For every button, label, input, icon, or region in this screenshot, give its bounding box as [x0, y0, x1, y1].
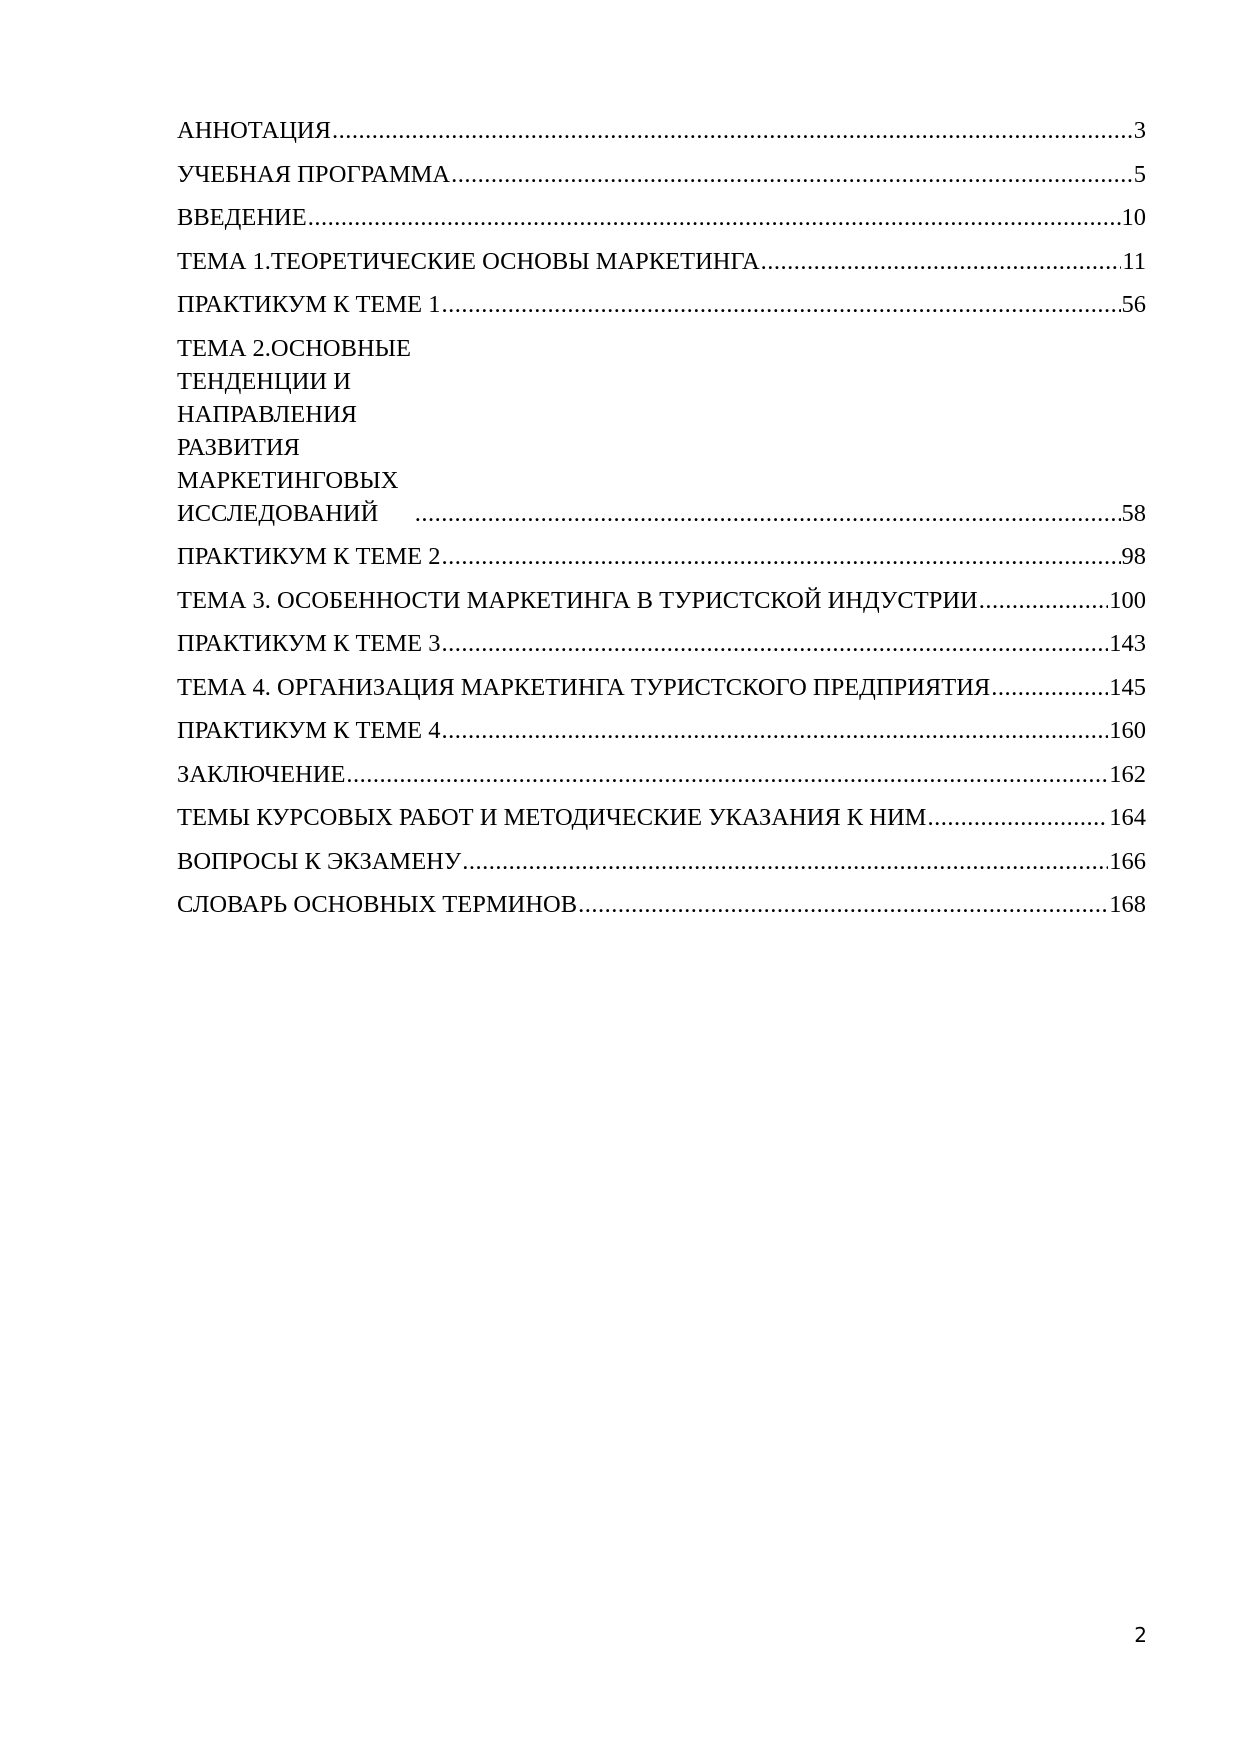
toc-entry-page: 166	[1109, 847, 1146, 875]
page-number: 2	[1134, 1623, 1147, 1647]
toc-leader-dots	[442, 714, 1109, 747]
toc-entry-topic-4[interactable]	[177, 671, 1146, 704]
toc-entry-practicum-4[interactable]	[177, 714, 1146, 747]
toc-entry-page: 5	[1133, 160, 1146, 188]
toc-entry-page: 168	[1109, 891, 1146, 918]
toc-entry-title: ТЕМА 4. ОРГАНИЗАЦИЯ МАРКЕТИНГА ТУРИСТСКОГО ПРЕДПРИЯТИЯ	[177, 673, 991, 701]
toc-entry-title: ВОПРОСЫ К ЭКЗАМЕНУ	[177, 847, 462, 875]
toc-entry-coursework-topics[interactable]	[177, 801, 1146, 834]
toc-leader-dots	[578, 888, 1108, 921]
toc-entry-page: 143	[1109, 630, 1146, 657]
toc-entry-title: ВВЕДЕНИЕ	[177, 204, 307, 231]
toc-entry-conclusion[interactable]	[177, 758, 1146, 791]
toc-entry-title: ЗАКЛЮЧЕНИЕ	[177, 760, 346, 788]
toc-leader-dots	[332, 114, 1133, 147]
toc-entry-title-line-1: ТЕМА 2.ОСНОВНЫЕ ТЕНДЕНЦИИ И НАПРАВЛЕНИЯ РАЗВИТИЯ	[177, 334, 411, 461]
toc-entry-page: 11	[1122, 247, 1146, 275]
toc-entry-title-line-2: МАРКЕТИНГОВЫХ ИССЛЕДОВАНИЙ	[177, 466, 399, 527]
toc-entry-page: 164	[1109, 804, 1146, 831]
toc-leader-dots	[979, 584, 1109, 617]
toc-entry-practicum-2[interactable]	[177, 540, 1146, 573]
toc-entry-title	[177, 332, 414, 530]
toc-leader-dots	[927, 801, 1108, 834]
toc-entry-page: 10	[1121, 204, 1146, 231]
toc-entry-title: ПРАКТИКУМ К ТЕМЕ 3	[177, 630, 441, 657]
toc-entry-page: 160	[1109, 717, 1146, 744]
toc-entry-title: СЛОВАРЬ ОСНОВНЫХ ТЕРМИНОВ	[177, 891, 578, 918]
toc-entry-curriculum[interactable]	[177, 158, 1146, 191]
toc-entry-page: 56	[1121, 291, 1146, 318]
toc-entry-introduction[interactable]	[177, 201, 1146, 234]
toc-entry-practicum-1[interactable]	[177, 288, 1146, 321]
toc-entry-title: ТЕМЫ КУРСОВЫХ РАБОТ И МЕТОДИЧЕСКИЕ УКАЗАНИЯ К НИМ	[177, 804, 927, 831]
toc-entry-topic-3[interactable]	[177, 584, 1146, 617]
toc-leader-dots	[415, 497, 1121, 530]
toc-entry-exam-questions[interactable]	[177, 845, 1146, 878]
toc-leader-dots	[991, 671, 1108, 704]
toc-leader-dots	[442, 540, 1121, 573]
toc-entry-title: ПРАКТИКУМ К ТЕМЕ 2	[177, 543, 441, 570]
toc-entry-topic-2[interactable]	[177, 332, 1146, 530]
toc-leader-dots	[442, 627, 1109, 660]
toc-leader-dots	[451, 158, 1133, 191]
toc-leader-dots	[761, 245, 1122, 278]
toc-entry-title: ПРАКТИКУМ К ТЕМЕ 1	[177, 291, 441, 318]
toc-entry-glossary[interactable]	[177, 888, 1146, 921]
toc-entry-title: ТЕМА 3. ОСОБЕННОСТИ МАРКЕТИНГА В ТУРИСТСКОЙ ИНДУСТРИИ	[177, 586, 978, 614]
toc-entry-title: ПРАКТИКУМ К ТЕМЕ 4	[177, 717, 441, 744]
toc-entry-page: 98	[1121, 543, 1146, 570]
toc-entry-title: АННОТАЦИЯ	[177, 117, 331, 144]
toc-entry-practicum-3[interactable]	[177, 627, 1146, 660]
toc-entry-title: УЧЕБНАЯ ПРОГРАММА	[177, 160, 451, 188]
table-of-contents	[177, 114, 1146, 932]
toc-entry-page: 100	[1109, 586, 1146, 614]
toc-leader-dots	[308, 201, 1121, 234]
toc-entry-topic-1[interactable]	[177, 245, 1146, 278]
toc-entry-title: ТЕМА 1.ТЕОРЕТИЧЕСКИЕ ОСНОВЫ МАРКЕТИНГА	[177, 247, 760, 275]
toc-entry-annotation[interactable]	[177, 114, 1146, 147]
toc-leader-dots	[442, 288, 1121, 321]
toc-entry-page: 145	[1109, 673, 1146, 701]
toc-entry-page: 162	[1109, 760, 1146, 788]
toc-leader-dots	[462, 845, 1108, 878]
toc-leader-dots	[346, 758, 1108, 791]
toc-entry-page: 58	[1121, 499, 1146, 527]
toc-entry-page: 3	[1133, 117, 1146, 144]
